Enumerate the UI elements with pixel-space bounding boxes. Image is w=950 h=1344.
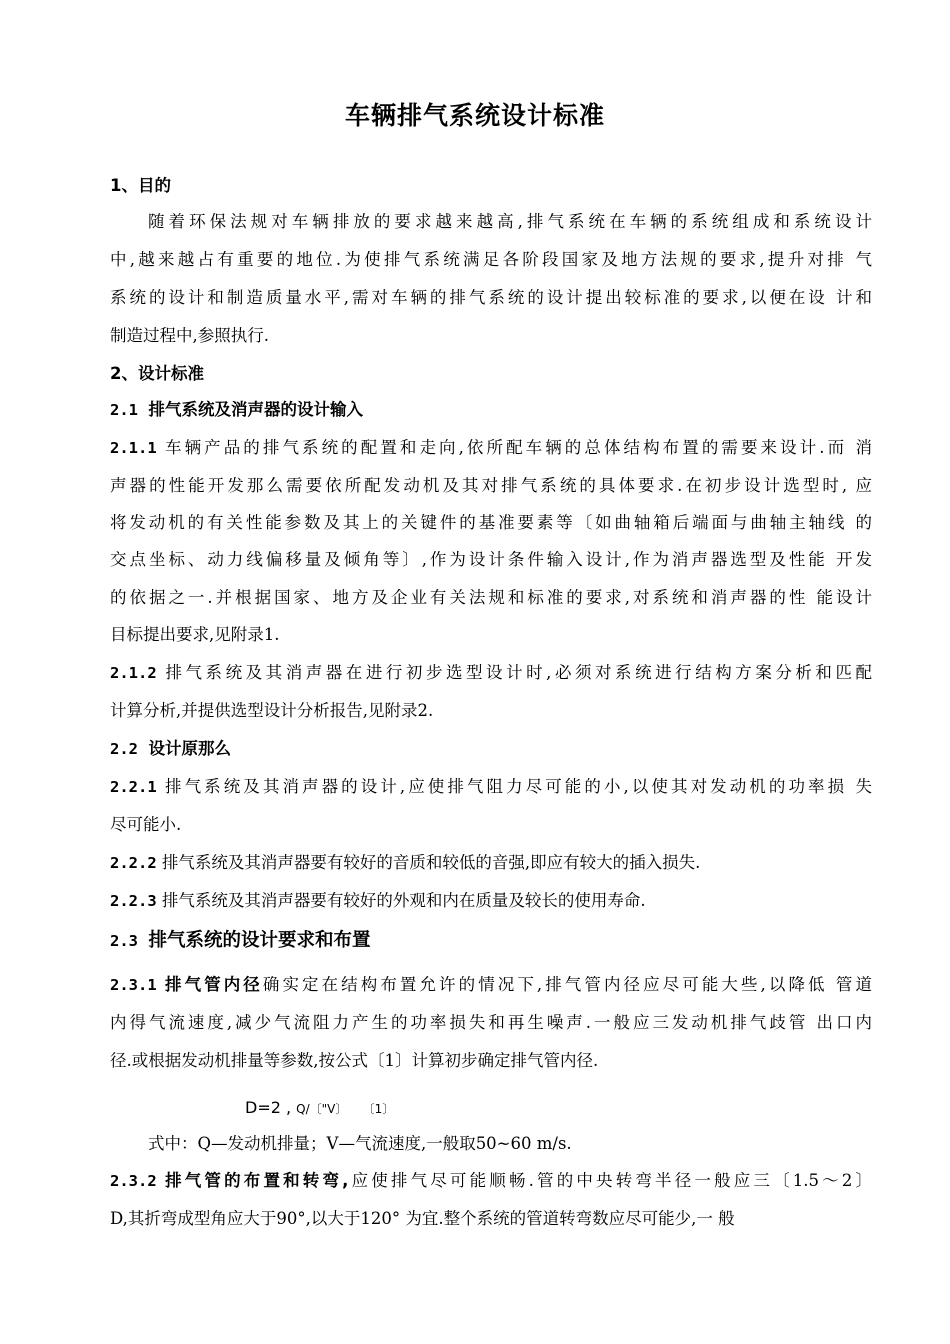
para-2-1-1-line-6: 目标提出要求,见附录1. [110,625,280,644]
document-title: 车辆排气系统设计标准 [344,101,605,130]
para-2-2-3-text: 排气系统及其消声器要有较好的外观和内在质量及较长的使用寿命. [161,891,646,910]
para-2-2-1-number: 2.2.1 [110,778,157,796]
section-2-1-heading [110,398,872,422]
para-2-1-1-line-2: 声器的性能开发那么需要依所配发动机及其对排气系统的具体要求.在初步设计选型时, 应 [110,476,872,495]
para-2-1-1-line-5: 的依据之一.并根据国家、地方及企业有关法规和标准的要求,对系统和消声器的性 能设计 [110,588,872,607]
section-1-heading: 1、目的 [110,176,171,195]
para-2-3-1-bold: 排气管内径 [165,975,263,994]
para-2-3-2-text: 应使排气尽可能顺畅.管的中央转弯半径一般应三〔1.5〜2〕 [348,1171,872,1190]
para-2-1-2-text: 排气系统及其消声器在进行初步选型设计时,必须对系统进行结构方案分析和匹配 [165,663,873,682]
para-2-2-3-number: 2.2.3 [110,892,157,910]
para-2-3-2-bold: 排气管的布置和转弯, [165,1171,349,1190]
formula-main: D=2 , [245,1098,292,1117]
para-2-1-2-number: 2.1.2 [110,664,157,682]
section-2-1-number: 2.1 [110,401,138,419]
section-1-line-2: 中,越来越占有重要的地位.为使排气系统满足各阶段国家及地方法规的要求,提升对排 气 [110,250,872,269]
para-2-3-1-text: 确实定在结构布置允许的情况下,排气管内径应尽可能大些,以降低 管道 [262,975,872,994]
section-2-2-number: 2.2 [110,740,138,758]
formula-1 [245,1098,394,1117]
para-2-2-1-line-1 [110,775,872,799]
para-2-3-1-line-1 [110,973,872,997]
para-2-3-1-line-3: 径.或根据发动机排量等参数,按公式〔1〕计算初步确定排气管内径. [110,1051,599,1070]
para-2-2-2 [110,851,872,875]
para-2-1-2-line-2: 计算分析,并提供选型设计分析报告,见附录2. [110,701,434,720]
section-1-line-1: 随着环保法规对车辆排放的要求越来越高,排气系统在车辆的系统组成和系统设计 [148,212,872,231]
formula-reference: 〔1〕 [362,1102,395,1116]
para-2-2-1-line-2: 尽可能小. [110,815,182,834]
section-2-3-heading [110,929,872,953]
para-2-2-2-text: 排气系统及其消声器要有较好的音质和较低的音强,即应有较大的插入损失. [161,853,701,872]
formula-note: 式中：Q—发动机排量；V—气流速度,一般取50~60 m/s. [148,1134,572,1153]
para-2-2-1-text: 排气系统及其消声器的设计,应使排气阻力尽可能的小,以使其对发动机的功率损 失 [165,777,872,796]
para-2-3-2-line-1 [110,1169,872,1193]
formula-fraction: Q/〔"V〕 [296,1102,348,1116]
para-2-1-1-text: 车辆产品的排气系统的配置和走向,依所配车辆的总体结构布置的需要来设计.而 消 [165,438,872,457]
para-2-1-2-line-1 [110,661,872,685]
section-2-3-number: 2.3 [110,932,138,950]
para-2-1-1-line-1 [110,436,872,460]
para-2-2-2-number: 2.2.2 [110,854,157,872]
para-2-1-1-line-3: 将发动机的有关性能参数及其上的关键件的基准要素等〔如曲轴箱后端面与曲轴主轴线 的 [110,513,872,532]
section-2-2-title: 设计原那么 [148,739,231,758]
section-2-2-heading [110,737,872,761]
section-2-heading: 2、设计标准 [110,364,204,383]
para-2-3-2-number: 2.3.2 [110,1172,157,1190]
section-2-3-title: 排气系统的设计要求和布置 [148,930,371,951]
para-2-1-1-line-4: 交点坐标、动力线偏移量及倾角等〕,作为设计条件输入设计,作为消声器选型及性能 开发 [110,550,872,569]
section-1-line-3: 系统的设计和制造质量水平,需对车辆的排气系统的设计提出较标准的要求,以便在设 计和 [110,288,872,307]
para-2-3-1-number: 2.3.1 [110,976,157,994]
para-2-1-1-number: 2.1.1 [110,439,157,457]
para-2-3-1-line-2: 内得气流速度,减少气流阻力产生的功率损失和再生噪声.一般应三发动机排气歧管 出口内 [110,1013,872,1032]
section-1-line-4: 制造过程中,参照执行. [110,326,269,345]
para-2-2-3 [110,889,872,913]
section-2-1-title: 排气系统及消声器的设计输入 [148,400,363,419]
para-2-3-2-line-2: D,其折弯成型角应大于90°,以大于120° 为宜.整个系统的管道转弯数应尽可能少,一 般 [110,1209,735,1228]
